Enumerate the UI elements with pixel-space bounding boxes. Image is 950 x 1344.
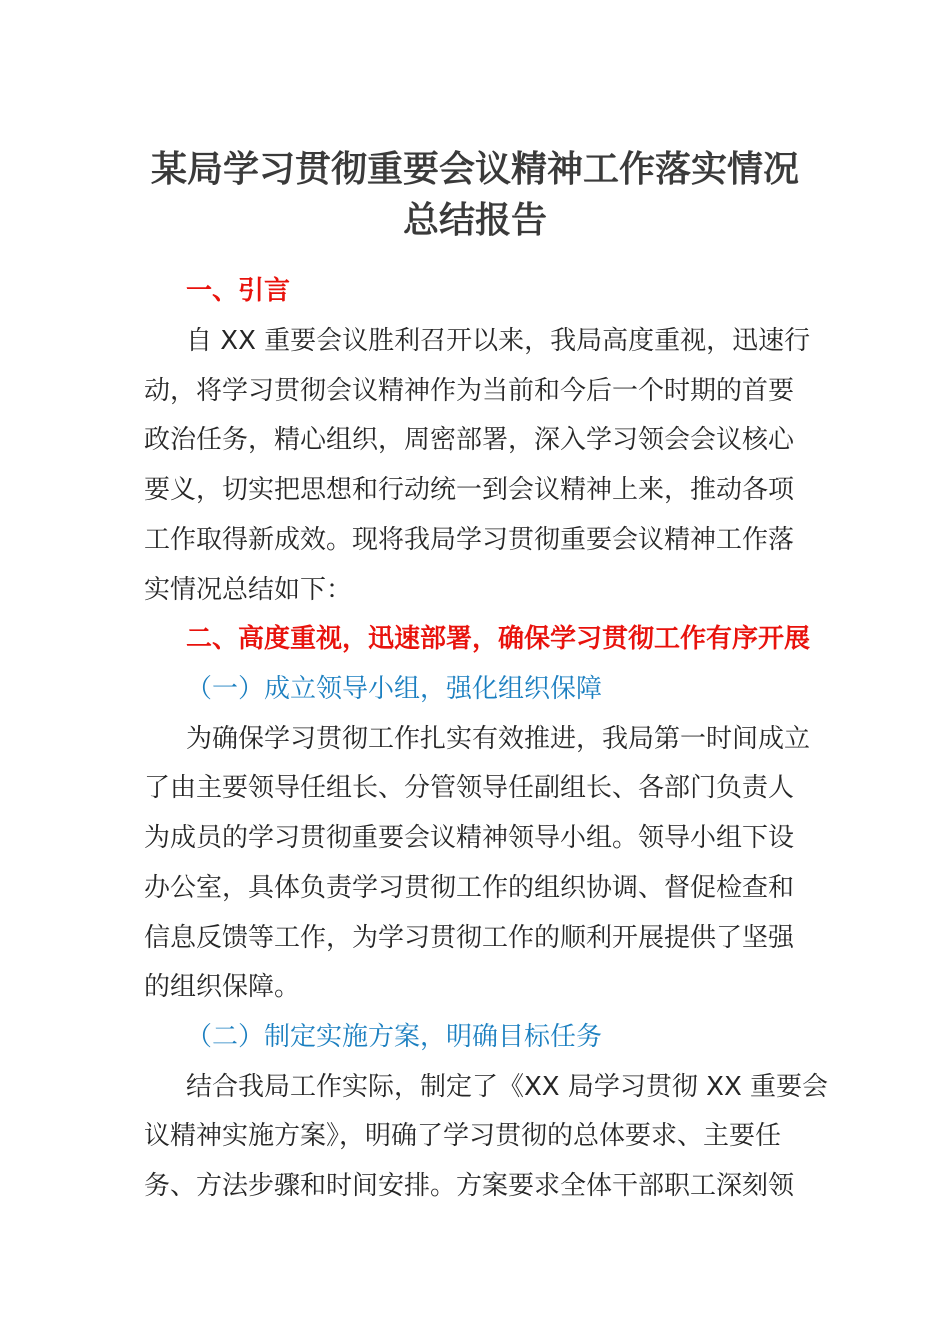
subsection-1-heading: （一）成立领导小组，强化组织保障	[186, 674, 603, 704]
paragraph-line: 结合我局工作实际，制定了《XX 局学习贯彻 XX 重要会	[186, 1072, 829, 1102]
paragraph-line: 工作取得新成效。现将我局学习贯彻重要会议精神工作落	[144, 525, 795, 555]
section-2-heading: 二、高度重视，迅速部署，确保学习贯彻工作有序开展	[186, 624, 811, 654]
paragraph-line: 信息反馈等工作，为学习贯彻工作的顺利开展提供了坚强	[144, 923, 795, 953]
paragraph-line: 自 XX 重要会议胜利召开以来，我局高度重视，迅速行	[186, 326, 811, 356]
section-1-heading: 一、引言	[186, 276, 291, 306]
document-title-line-1: 某局学习贯彻重要会议精神工作落实情况	[150, 149, 799, 190]
paragraph-line: 动，将学习贯彻会议精神作为当前和今后一个时期的首要	[144, 376, 795, 406]
paragraph-line: 议精神实施方案》，明确了学习贯彻的总体要求、主要任	[144, 1121, 782, 1151]
paragraph-line: 要义，切实把思想和行动统一到会议精神上来，推动各项	[144, 475, 795, 505]
paragraph-line: 政治任务，精心组织，周密部署，深入学习领会会议核心	[144, 425, 795, 455]
subsection-2-heading: （二）制定实施方案，明确目标任务	[186, 1022, 603, 1052]
paragraph-line: 的组织保障。	[144, 972, 301, 1002]
paragraph-line: 为成员的学习贯彻重要会议精神领导小组。领导小组下设	[144, 823, 795, 853]
paragraph-line: 为确保学习贯彻工作扎实有效推进，我局第一时间成立	[186, 724, 811, 754]
document-title-line-2: 总结报告	[402, 200, 547, 241]
paragraph-line: 务、方法步骤和时间安排。方案要求全体干部职工深刻领	[144, 1171, 795, 1201]
paragraph-line: 了由主要领导任组长、分管领导任副组长、各部门负责人	[144, 773, 795, 803]
paragraph-line: 实情况总结如下：	[144, 575, 353, 605]
paragraph-line: 办公室，具体负责学习贯彻工作的组织协调、督促检查和	[144, 873, 795, 903]
